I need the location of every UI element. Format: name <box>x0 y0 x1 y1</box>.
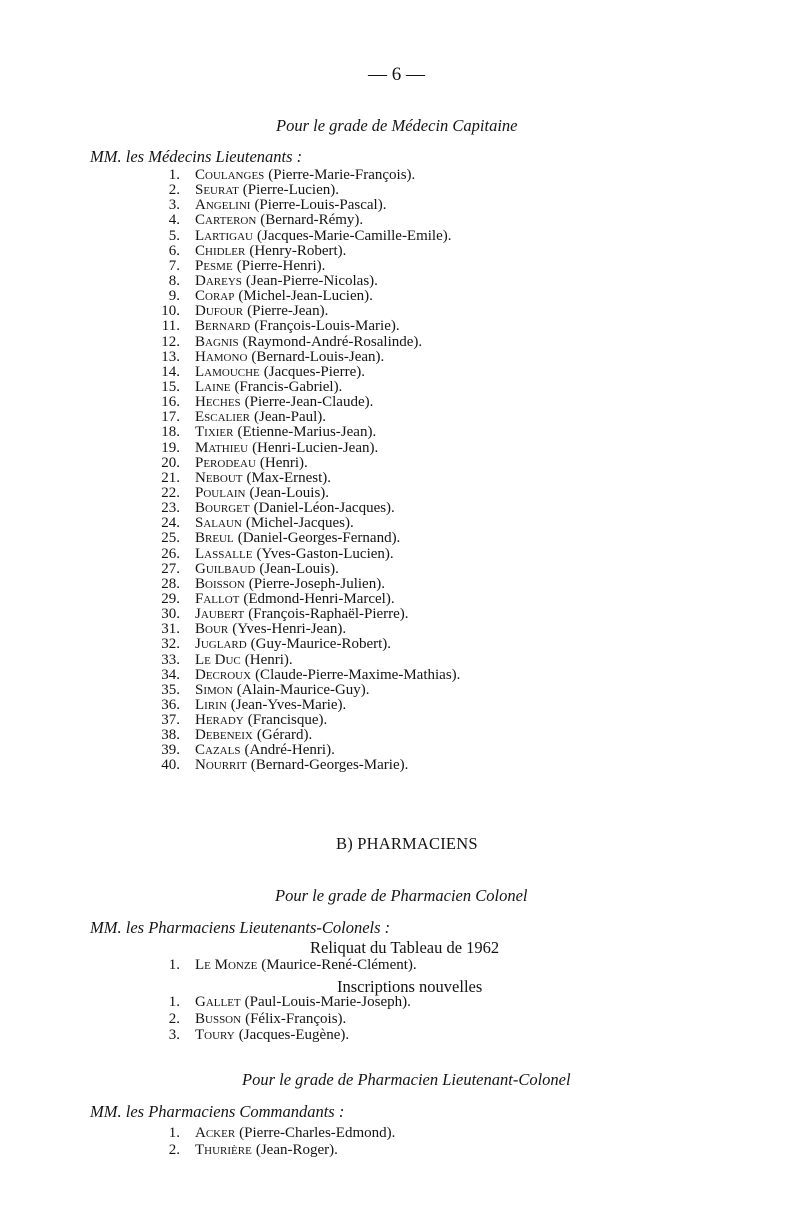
list-item <box>160 335 460 350</box>
entry-number: 5. <box>168 227 180 244</box>
entry-surname: Cazals <box>195 742 241 759</box>
entry-given-names: (Pierre-Henri). <box>236 257 326 274</box>
entry-surname: Coulanges <box>195 167 265 183</box>
list-item <box>160 304 460 319</box>
list-item <box>160 698 460 713</box>
entry-surname: Poulain <box>195 484 246 501</box>
entry-surname: Nourrit <box>195 757 247 774</box>
entry-number: 35. <box>161 681 180 698</box>
entry-surname: Mathieu <box>195 439 249 456</box>
entry-given-names: (Michel-Jean-Lucien). <box>238 288 373 305</box>
entry-surname: Lamouche <box>195 363 260 380</box>
list-item <box>160 319 460 334</box>
entry-given-names: (Jean-Paul). <box>254 409 327 426</box>
entry-number: 1. <box>168 957 180 973</box>
entry-number: 25. <box>161 530 180 547</box>
list-item <box>160 531 460 546</box>
entry-number: 24. <box>161 515 180 532</box>
entry-given-names: (Claude-Pierre-Maxime-Mathias). <box>255 666 461 683</box>
entry-surname: Boisson <box>195 575 245 592</box>
entry-surname: Tixier <box>195 424 234 441</box>
reliquat-list <box>160 957 417 974</box>
entry-number: 11. <box>161 318 180 335</box>
list-item <box>160 668 460 683</box>
list-item <box>160 244 460 259</box>
entry-surname: Dareys <box>195 272 242 289</box>
entry-given-names: (Guy-Maurice-Robert). <box>250 636 392 653</box>
list-item <box>160 653 460 668</box>
entry-given-names: (André-Henri). <box>244 742 335 759</box>
list-item <box>160 289 460 304</box>
entry-surname: Carteron <box>195 212 257 229</box>
entry-number: 2. <box>168 1141 180 1158</box>
inscriptions-label: Inscriptions nouvelles <box>337 977 483 996</box>
entry-surname: Herady <box>195 712 244 729</box>
list-item <box>160 274 460 289</box>
entry-surname: Le Monze <box>195 957 258 973</box>
section-title-pharmaciens: B) PHARMACIENS <box>336 834 478 853</box>
list-item <box>160 713 460 728</box>
list-item <box>160 425 460 440</box>
page-number: — 6 — <box>368 64 425 85</box>
entry-number: 13. <box>161 348 180 365</box>
entry-number: 2. <box>168 1010 180 1027</box>
entry-number: 32. <box>161 636 180 653</box>
entry-number: 37. <box>161 712 180 729</box>
entry-given-names: (Jean-Roger). <box>255 1141 338 1158</box>
entry-given-names: (Jean-Pierre-Nicolas). <box>245 272 378 289</box>
entry-given-names: (François-Louis-Marie). <box>254 318 400 335</box>
entry-number: 38. <box>161 727 180 744</box>
list-item <box>160 441 460 456</box>
entry-given-names: (Bernard-Georges-Marie). <box>250 757 409 774</box>
list-item <box>160 380 460 395</box>
entry-surname: Busson <box>195 1010 242 1027</box>
entry-given-names: (Jacques-Pierre). <box>263 363 365 380</box>
entry-number: 9. <box>168 288 180 305</box>
entry-number: 16. <box>161 394 180 411</box>
list-item <box>160 547 460 562</box>
list-item <box>160 728 460 743</box>
entry-number: 34. <box>161 666 180 683</box>
entry-given-names: (Pierre-Marie-François). <box>268 167 416 183</box>
entry-number: 22. <box>161 484 180 501</box>
entry-surname: Juglard <box>195 636 247 653</box>
list-item <box>160 637 460 652</box>
entry-number: 18. <box>161 424 180 441</box>
entry-number: 1. <box>168 1125 180 1141</box>
entry-number: 4. <box>168 212 180 229</box>
commandants-list <box>160 1125 395 1158</box>
group-label-pharmaciens-commandants: MM. les Pharmaciens Commandants : <box>90 1102 345 1121</box>
entry-given-names: (Paul-Louis-Marie-Joseph). <box>244 994 411 1010</box>
entry-number: 30. <box>161 606 180 623</box>
entry-surname: Le Duc <box>195 651 241 668</box>
entry-surname: Lassalle <box>195 545 253 562</box>
entry-surname: Pesme <box>195 257 233 274</box>
list-item <box>160 994 411 1011</box>
entry-number: 23. <box>161 500 180 517</box>
entry-surname: Corap <box>195 288 235 305</box>
entry-surname: Escalier <box>195 409 250 426</box>
entry-surname: Bagnis <box>195 333 239 350</box>
list-item <box>160 501 460 516</box>
entry-number: 14. <box>161 363 180 380</box>
entry-given-names: (Henri). <box>244 651 293 668</box>
entry-given-names: (Jean-Louis). <box>259 560 339 577</box>
entry-given-names: (Jean-Louis). <box>249 484 330 501</box>
entry-surname: Breul <box>195 530 234 547</box>
entry-number: 36. <box>161 696 180 713</box>
list-item <box>160 592 460 607</box>
entry-given-names: (Henri-Lucien-Jean). <box>252 439 379 456</box>
list-item <box>160 577 460 592</box>
entry-number: 26. <box>161 545 180 562</box>
entry-given-names: (Pierre-Jean). <box>247 303 329 320</box>
entry-number: 2. <box>168 182 180 199</box>
entry-surname: Dufour <box>195 303 244 320</box>
list-item <box>160 622 460 637</box>
list-item <box>160 516 460 531</box>
entry-number: 17. <box>161 409 180 426</box>
entry-given-names: (Michel-Jacques). <box>245 515 354 532</box>
list-item <box>160 183 460 198</box>
list-item <box>160 1011 411 1028</box>
list-item <box>160 683 460 698</box>
list-item <box>160 758 460 773</box>
reliquat-label: Reliquat du Tableau de 1962 <box>310 938 500 957</box>
entry-number: 8. <box>168 272 180 289</box>
entry-surname: Salaun <box>195 515 242 532</box>
entry-number: 10. <box>161 303 180 320</box>
entry-given-names: (Francis-Gabriel). <box>234 378 343 395</box>
list-item <box>160 562 460 577</box>
entry-given-names: (Maurice-René-Clément). <box>261 957 417 973</box>
entry-given-names: (Pierre-Lucien). <box>242 182 339 199</box>
entry-surname: Acker <box>195 1125 236 1141</box>
entry-surname: Heches <box>195 394 241 411</box>
entry-surname: Angelini <box>195 197 251 214</box>
group-label-pharmaciens-lieutenants-colonels: MM. les Pharmaciens Lieutenants-Colonels : <box>90 918 391 937</box>
entry-surname: Simon <box>195 681 233 698</box>
entry-given-names: (Félix-François). <box>245 1010 347 1027</box>
entry-given-names: (Jacques-Marie-Camille-Emile). <box>257 227 452 244</box>
list-item <box>160 350 460 365</box>
entry-surname: Nebout <box>195 469 243 486</box>
list-item <box>160 365 460 380</box>
entry-number: 6. <box>168 242 180 259</box>
entry-number: 19. <box>161 439 180 456</box>
entry-number: 29. <box>161 590 180 607</box>
entry-surname: Perodeau <box>195 454 256 471</box>
entry-given-names: (Pierre-Louis-Pascal). <box>254 197 387 214</box>
entry-surname: Chidler <box>195 242 246 259</box>
entry-number: 20. <box>161 454 180 471</box>
entry-number: 1. <box>168 167 180 183</box>
list-item <box>160 229 460 244</box>
entry-surname: Seurat <box>195 182 239 199</box>
list-item <box>160 486 460 501</box>
list-item <box>160 743 460 758</box>
entry-given-names: (François-Raphaël-Pierre). <box>248 606 409 623</box>
entry-surname: Jaubert <box>195 606 245 623</box>
entry-number: 40. <box>161 757 180 774</box>
entry-number: 1. <box>168 994 180 1010</box>
entry-number: 39. <box>161 742 180 759</box>
list-item <box>160 410 460 425</box>
entry-number: 12. <box>161 333 180 350</box>
entry-number: 33. <box>161 651 180 668</box>
entry-surname: Thurière <box>195 1141 252 1158</box>
list-item <box>160 198 460 213</box>
entry-given-names: (Pierre-Jean-Claude). <box>244 394 374 411</box>
entry-given-names: (Etienne-Marius-Jean). <box>237 424 377 441</box>
entry-given-names: (Pierre-Joseph-Julien). <box>248 575 385 592</box>
entry-given-names: (Daniel-Léon-Jacques). <box>253 500 395 517</box>
entry-given-names: (Gérard). <box>256 727 313 744</box>
entry-number: 3. <box>168 1027 180 1043</box>
entry-number: 28. <box>161 575 180 592</box>
group-label-medecins-lieutenants: MM. les Médecins Lieutenants : <box>90 147 303 166</box>
inscriptions-list <box>160 994 411 1044</box>
grade-heading-pharmacien-colonel: Pour le grade de Pharmacien Colonel <box>275 886 528 905</box>
entry-given-names: (Jean-Yves-Marie). <box>230 696 347 713</box>
entry-given-names: (Raymond-André-Rosalinde). <box>242 333 423 350</box>
entry-surname: Lirin <box>195 696 227 713</box>
entry-given-names: (Henry-Robert). <box>249 242 347 259</box>
entry-surname: Guilbaud <box>195 560 256 577</box>
entry-given-names: (Bernard-Louis-Jean). <box>251 348 385 365</box>
grade-heading-pharmacien-lieutenant-colonel: Pour le grade de Pharmacien Lieutenant-Colonel <box>242 1070 571 1089</box>
list-item <box>160 957 417 974</box>
list-item <box>160 259 460 274</box>
entry-given-names: (Francisque). <box>247 712 328 729</box>
entry-surname: Gallet <box>195 994 241 1010</box>
entry-given-names: (Max-Ernest). <box>246 469 332 486</box>
entry-surname: Hamono <box>195 348 248 365</box>
entry-number: 27. <box>161 560 180 577</box>
entry-surname: Bourget <box>195 500 250 517</box>
entry-surname: Laine <box>195 378 231 395</box>
entry-surname: Lartigau <box>195 227 253 244</box>
entry-surname: Bour <box>195 621 229 638</box>
entry-given-names: (Edmond-Henri-Marcel). <box>243 590 395 607</box>
entry-surname: Fallot <box>195 590 240 607</box>
entry-number: 15. <box>161 378 180 395</box>
list-item <box>160 1125 395 1142</box>
entry-surname: Decroux <box>195 666 252 683</box>
entry-given-names: (Alain-Maurice-Guy). <box>236 681 370 698</box>
entry-number: 21. <box>161 469 180 486</box>
entry-surname: Bernard <box>195 318 251 335</box>
entry-number: 7. <box>168 257 180 274</box>
entry-given-names: (Yves-Henri-Jean). <box>232 621 347 638</box>
list-item <box>160 607 460 622</box>
entry-surname: Debeneix <box>195 727 253 744</box>
list-item <box>160 456 460 471</box>
entry-given-names: (Bernard-Rémy). <box>260 212 364 229</box>
medecins-list <box>160 168 460 774</box>
entry-number: 31. <box>161 621 180 638</box>
list-item <box>160 471 460 486</box>
entry-given-names: (Henri). <box>259 454 308 471</box>
entry-given-names: (Pierre-Charles-Edmond). <box>239 1125 396 1141</box>
grade-heading-medecin-capitaine: Pour le grade de Médecin Capitaine <box>276 116 518 135</box>
list-item <box>160 213 460 228</box>
entry-given-names: (Yves-Gaston-Lucien). <box>256 545 394 562</box>
entry-number: 3. <box>168 197 180 214</box>
list-item <box>160 1027 411 1044</box>
entry-given-names: (Daniel-Georges-Fernand). <box>237 530 401 547</box>
entry-surname: Toury <box>195 1027 235 1043</box>
list-item <box>160 1142 395 1159</box>
list-item <box>160 168 460 183</box>
list-item <box>160 395 460 410</box>
entry-given-names: (Jacques-Eugène). <box>238 1027 350 1043</box>
